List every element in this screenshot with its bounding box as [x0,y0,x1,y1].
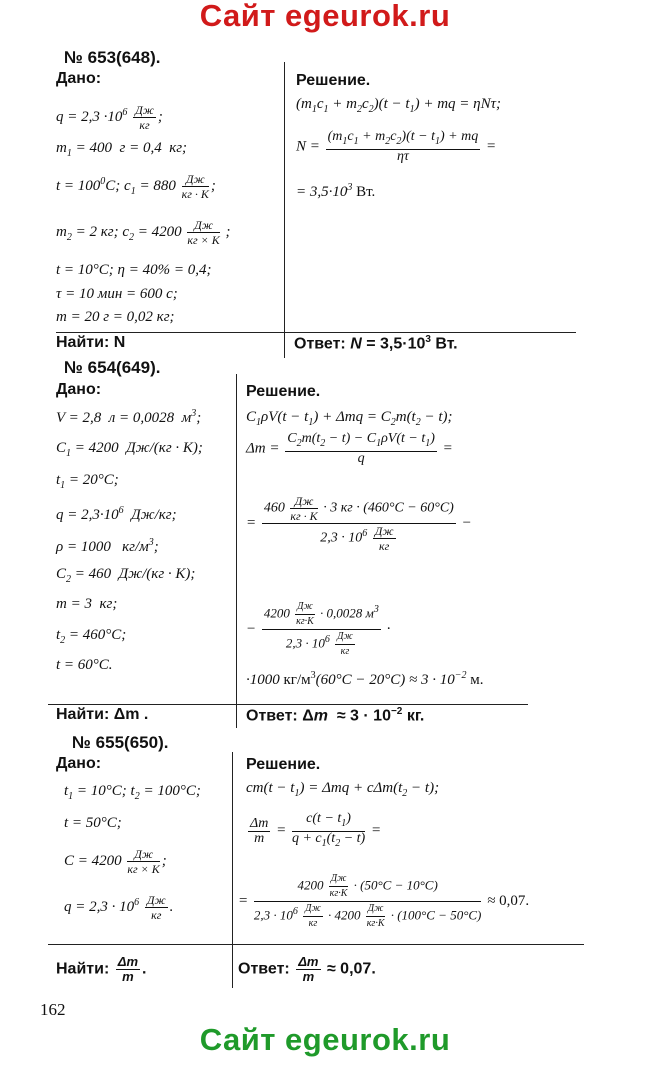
problem-654-given-2: $C_1 = 4200$ Дж/(кг · K); [56,440,203,459]
problem-653-given-3: $t = 100^0C$; $c_1 = 880$ $\frac{Дж}{кг \cdot K}$ ; [56,172,216,201]
problem-655-divider [232,752,233,988]
problem-653-given-6: τ = 10 мин = 600 с; [56,286,178,302]
site-footer: Сайт egeurok.ru [199,1022,451,1057]
problem-653-answer: Ответ: $N = 3,5\cdot 10^3$ Вт. [294,334,458,353]
problem-653-given-2: $m_1 = 400$ г = 0,4 кг; [56,140,188,159]
problem-655-solution-2: $\frac{\Delta m}{m}$ = $\frac{c(t - t_1)}{q + c_1(t_2 - t)}$ = [250,811,382,849]
problem-654-given-5: ρ = 1000 $кг/м^3$; [56,537,159,555]
problem-655-solution-1: $cm(t - t_1) = \Delta mq + c\Delta m(t_2 - t)$; [246,780,440,799]
problem-654-solution-3: = 460 $\frac{Дж}{кг \cdot K}$ · 3 кг · (460°C − 60°C) $2,3 \cdot 10^6$ $\frac{Дж}{кг}$ − [246,494,472,553]
problem-654-find-line [48,704,528,705]
problem-654-solution-2: Δm = $\frac{C_2m(t_2 - t) - C_1\rho V(t - t_1)}{q}$ = [246,431,453,466]
problem-653-given-7: m = 20 г = 0,02 кг; [56,309,175,325]
problem-653-solution-2: N = $\frac{(m_1c_1 + m_2c_2)(t - t_1) + mq}{\eta\tau}$ = [296,129,497,164]
problem-655-given-2: t = 50°C; [64,815,122,831]
problem-655-find: Найти: $\frac{\Delta m}{m}$ . [56,954,147,984]
problem-654-divider [236,374,237,728]
problem-654-given-1: V = 2,8 л = 0,0028 $м^3$; [56,408,202,426]
problem-654-find: Найти: Δm . [56,706,149,723]
problem-653-divider [284,62,285,358]
problem-653-find-line [56,332,576,333]
problem-654-solution-label: Решение. [246,383,321,400]
problem-655-answer: Ответ: $\frac{\Delta m}{m}$ ≈ 0,07. [238,954,376,984]
problem-654-solution-5: ·1000 $кг/м^3(60^\circ C - 20^\circ C) \approx 3 \cdot 10^{-2}$ м. [246,670,484,688]
problem-655-solution-3: = 4200 $\frac{Дж}{кг\cdot K}$ · (50°C − 10°C) $2,3 \cdot 10^6$ $\frac{Дж}{кг}$ · 4200 $\frac{Дж}{кг\cdot K}$ · (100°C − 50°C) ≈ 0,07. [238,873,530,929]
problem-653-given-5: t = 10°C; η = 40% = 0,4; [56,262,212,278]
problem-655-given-label: Дано: [56,755,102,772]
site-header: Сайт egeurok.ru [199,0,451,33]
problem-655-given-4: $q = 2,3 \cdot 10^6$ $\frac{Дж}{кг}$ . [64,893,174,922]
problem-654-given-label: Дано: [56,381,102,398]
problem-654-given-9: t = 60°C. [56,657,113,673]
problem-653-number: № 653(648). [64,48,161,67]
problem-654-given-4: $q = 2,3\cdot 10^6$ Дж/кг; [56,505,177,523]
page-number: 162 [40,1000,66,1019]
problem-655-solution-label: Решение. [246,756,321,773]
problem-655-number: № 655(650). [72,733,169,752]
problem-653-solution-label: Решение. [296,72,371,89]
problem-654-answer: Ответ: $\Delta m \approx 3 \cdot 10^{-2}$ кг. [246,706,425,725]
problem-655-find-line [48,944,584,945]
problem-653-given-label: Дано: [56,70,102,87]
problem-654-number: № 654(649). [64,358,161,377]
problem-655-given-3: C = 4200 $\frac{Дж}{кг \times K}$ ; [64,847,167,876]
problem-653-given-1: $q = 2,3 \cdot 10^6$ $\frac{Дж}{кг}$ ; [56,103,163,132]
problem-653-solution-1: $(m_1c_1 + m_2c_2)(t - t_1)$ + mq = ηNτ; [296,96,501,115]
problem-655-given-1: $t_1 = 10^\circ C$; $t_2 = 100^\circ C$; [64,783,201,802]
problem-653-find: Найти: N [56,334,126,351]
problem-653-solution-3: = $3,5\cdot 10^3$ Вт. [296,182,376,200]
problem-654-given-8: $t_2 = 460^\circ C$; [56,627,127,646]
problem-654-given-7: m = 3 кг; [56,596,118,612]
problem-654-solution-1: $C_1\rho V(t - t_1) + \Delta mq = C_2m(t_2 - t)$; [246,409,453,428]
problem-653-given-4: $m_2 = 2$ кг; $c_2 = 4200$ $\frac{Дж}{кг \times K}$ ; [56,218,231,247]
problem-654-solution-4: − 4200 $\frac{Дж}{кг\cdot K}$ · 0,0028 $м^3$ $2,3 \cdot 10^6$ $\frac{Дж}{кг}$ · [246,601,391,657]
problem-654-given-3: $t_1 = 20^\circ C$; [56,472,119,491]
problem-654-given-6: $C_2 = 460$ Дж/(кг · K); [56,566,196,585]
